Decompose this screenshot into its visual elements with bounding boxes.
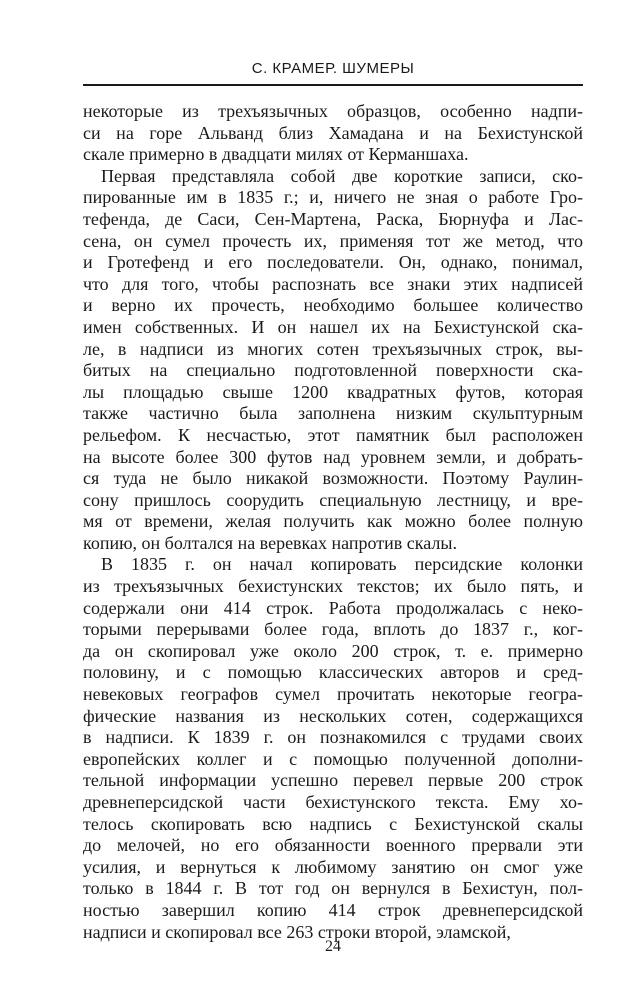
text-line: надписи и скопировал все 263 строки второй, эламской, bbox=[83, 921, 511, 942]
text-line: содержали они 414 строк. Работа продолжалась с неко- bbox=[83, 597, 583, 618]
text-line: невековых географов сумел прочитать некоторые геогра- bbox=[83, 684, 583, 705]
text-line: торыми перерывами более года, вплоть до 1837 г., ког- bbox=[83, 619, 583, 640]
header-rule bbox=[83, 84, 583, 86]
text-line: имен собственных. И он нашел их на Бехистунской ска- bbox=[83, 316, 583, 337]
text-line: тельной информации успешно перевел первые 200 строк bbox=[83, 770, 583, 791]
text-line: битых на специально подготовленной поверхности ска- bbox=[83, 360, 583, 381]
text-line: некоторые из трехъязычных образцов, особенно надпи- bbox=[83, 101, 583, 121]
text-line: ле, в надписи из многих сотен трехъязычных строк, вы- bbox=[83, 338, 583, 359]
text-line: древнеперсидской части бехистунского текста. Ему хо- bbox=[83, 792, 583, 812]
text-line: си на горе Альванд близ Хамадана и на Бехистунской bbox=[83, 122, 583, 143]
text-line: копию, он болтался на веревках напротив скалы. bbox=[83, 532, 457, 553]
text-line: да он скопировал уже около 200 строк, т. е. примерно bbox=[83, 640, 583, 661]
text-line: ся туда не было никакой возможности. Поэтому Раулин- bbox=[83, 468, 583, 489]
text-line: сону пришлось соорудить специальную лестницу, и вре- bbox=[83, 489, 583, 510]
paragraph bbox=[83, 101, 583, 166]
text-line: только в 1844 г. В тот год он вернулся в Бехистун, пол- bbox=[83, 878, 583, 899]
page-number: 24 bbox=[325, 938, 341, 955]
text-line: и верно их прочесть, необходимо большее количество bbox=[83, 295, 583, 316]
text-line: лы площадью свыше 1200 квадратных футов, которая bbox=[83, 381, 583, 402]
text-line: фические названия из нескольких сотен, содержащихся bbox=[83, 705, 583, 726]
text-line: на высоте более 300 футов над уровнем земли, и добрать- bbox=[83, 446, 583, 467]
text-line: Первая представляла собой две короткие записи, ско- bbox=[101, 165, 583, 186]
text-line: европейских коллег и с помощью полученной дополни- bbox=[83, 748, 583, 769]
text-line: усилия, и вернуться к любимому занятию он смог уже bbox=[83, 856, 583, 877]
text-line: пированные им в 1835 г.; и, ничего не зная о работе Гро- bbox=[83, 187, 583, 208]
paragraph bbox=[83, 166, 583, 555]
text-line: что для того, чтобы распознать все знаки этих надписей bbox=[83, 273, 583, 294]
text-line: телось скопировать всю надпись с Бехистунской скалы bbox=[83, 813, 583, 834]
text-line: скале примерно в двадцати милях от Керманшаха. bbox=[83, 144, 469, 165]
running-header: С. КРАМЕР. ШУМЕРЫ bbox=[251, 60, 415, 77]
text-line: ностью завершил копию 414 строк древнеперсидской bbox=[83, 899, 583, 920]
text-line: и Гротефенд и его последователи. Он, однако, понимал, bbox=[83, 252, 583, 273]
text-line: половину, и с помощью классических авторов и сред- bbox=[83, 662, 583, 683]
paragraph bbox=[83, 554, 583, 943]
text-line: рельефом. К несчастью, этот памятник был расположен bbox=[83, 424, 583, 445]
text-line: тефенда, де Саси, Сен-Мартена, Раска, Бюрнуфа и Лас- bbox=[83, 208, 583, 229]
text-line: до мелочей, но его обязанности военного прервали эти bbox=[83, 835, 583, 856]
text-line: в надписи. К 1839 г. он познакомился с трудами своих bbox=[83, 727, 583, 748]
body-text bbox=[83, 101, 583, 943]
text-line: мя от времени, желая получить как можно более полную bbox=[83, 511, 583, 532]
text-line: сена, он сумел прочесть их, применяя тот же метод, что bbox=[83, 230, 583, 251]
text-line: В 1835 г. он начал копировать персидские колонки bbox=[101, 554, 583, 575]
text-line: из трехъязычных бехистунских текстов; их было пять, и bbox=[83, 576, 583, 597]
text-line: также частично была заполнена низким скульптурным bbox=[83, 403, 583, 424]
